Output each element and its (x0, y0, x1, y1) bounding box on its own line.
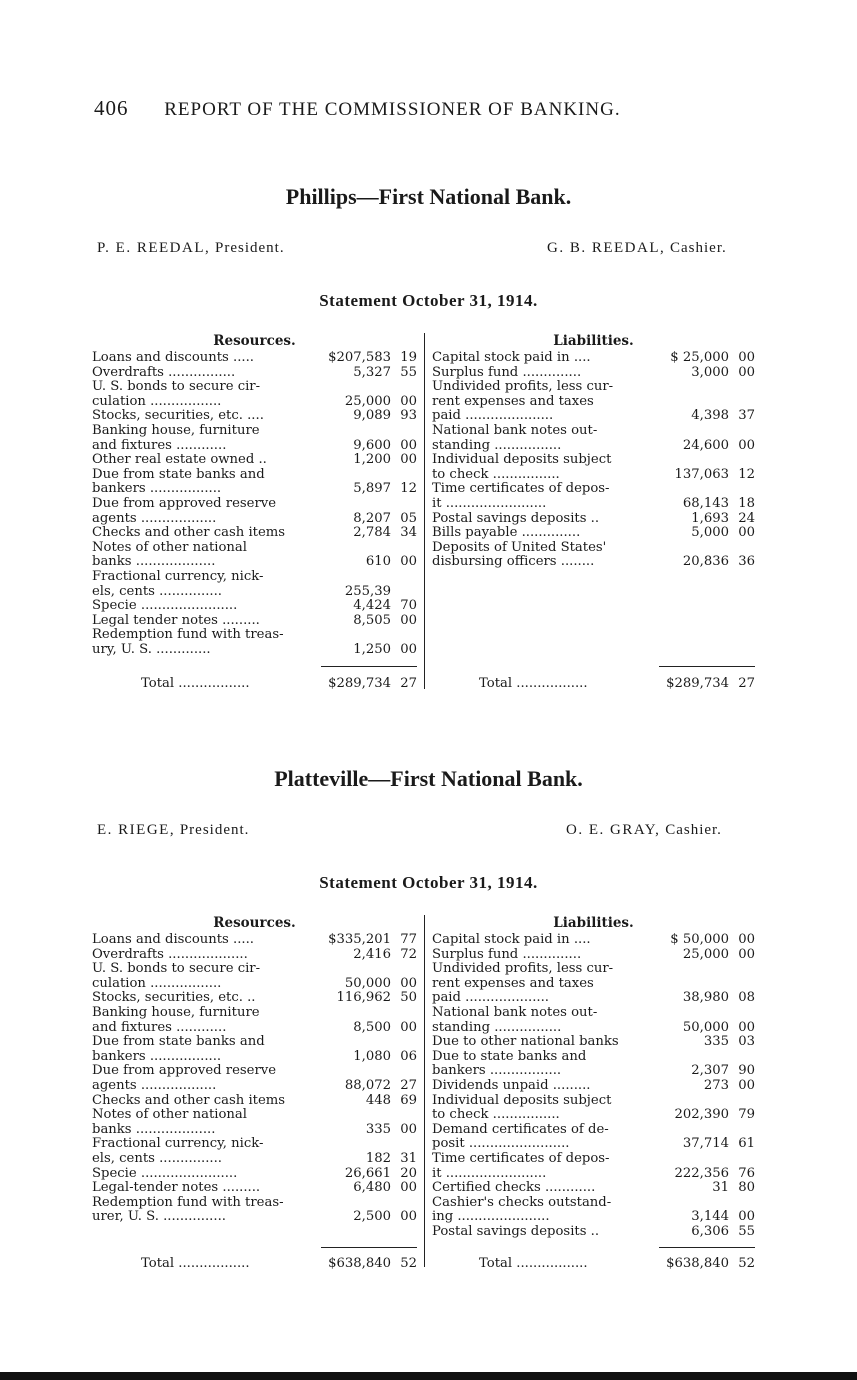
item-label: Due from approved reserve agents .................. (92, 495, 277, 526)
cashier (547, 240, 727, 257)
total-dollars: $638,840 (666, 1256, 729, 1271)
column-divider (424, 915, 425, 1267)
ledger-row (432, 512, 755, 527)
total-resources (141, 676, 417, 691)
total-rule (659, 1247, 755, 1248)
resources-list (92, 933, 417, 1225)
item-label: Legal-tender notes ......... (92, 1180, 261, 1196)
item-cents: 50 (400, 990, 417, 1006)
item-dollars: 6,480 (353, 1180, 391, 1196)
item-label: U. S. bonds to secure cir- culation ................. (92, 379, 261, 409)
item-cents: 00 (738, 350, 755, 365)
ledger-row (92, 948, 417, 963)
total-rule (321, 666, 417, 667)
item-dollars: 25,000 (682, 946, 729, 962)
item-cents: 24 (738, 510, 755, 526)
ledger-row (92, 1196, 417, 1225)
item-cents: 05 (400, 510, 417, 526)
ledger-row (432, 366, 755, 381)
ledger-row (92, 468, 417, 497)
item-dollars: 448 (365, 1092, 391, 1108)
item-label: Dividends unpaid ......... (432, 1077, 591, 1093)
ledger-row (92, 1167, 417, 1182)
item-label: Notes of other national banks ................... (92, 1107, 247, 1137)
item-dollars: 6,306 (691, 1223, 729, 1239)
president-role: President. (215, 240, 285, 256)
item-cents: 00 (400, 1019, 417, 1035)
ledger-row (432, 482, 755, 511)
item-label: National bank notes out- standing ................ (432, 1004, 598, 1035)
liabilities-list (432, 933, 755, 1239)
bank-title: Platteville—First National Bank. (274, 766, 583, 791)
item-label: Due from approved reserve agents .................. (92, 1063, 277, 1093)
item-label: Certified checks ............ (432, 1180, 596, 1196)
item-cents: 00 (400, 393, 417, 409)
item-cents: 69 (400, 1092, 417, 1108)
item-cents: 34 (400, 525, 417, 541)
item-dollars: 25,000 (344, 393, 391, 409)
resources-column (92, 333, 417, 657)
ledger-row (92, 1006, 417, 1035)
resources-heading: Resources. (213, 915, 296, 931)
ledger-row (92, 366, 417, 381)
item-label: Postal savings deposits .. (432, 510, 600, 526)
item-label: U. S. bonds to secure cir- culation ................. (92, 961, 261, 991)
ledger-row (92, 409, 417, 424)
ledger-row (432, 380, 755, 424)
item-dollars: $207,583 (328, 350, 391, 365)
item-dollars: 2,784 (353, 525, 391, 541)
item-label: Specie ....................... (92, 1165, 238, 1181)
ledger-row (432, 962, 755, 1006)
item-cents: 31 (400, 1150, 417, 1166)
ledger-row (432, 1152, 755, 1181)
item-label: Checks and other cash items (92, 525, 286, 541)
ledger-row (92, 351, 417, 366)
item-cents: 27 (400, 1077, 417, 1093)
item-dollars: 50,000 (682, 1019, 729, 1035)
item-label: Cashier's checks outstand- ing ...................... (432, 1194, 612, 1225)
item-label: Surplus fund .............. (432, 364, 582, 380)
item-dollars: 1,693 (691, 510, 729, 526)
ledger-row (432, 1079, 755, 1094)
item-dollars: 5,000 (691, 525, 729, 541)
item-dollars: 31 (712, 1180, 729, 1196)
item-dollars: $ 25,000 (670, 350, 729, 365)
president-role: President. (179, 822, 250, 838)
item-label: Surplus fund .............. (432, 946, 582, 962)
president-name: E. RIEGE, (97, 822, 176, 838)
total-dollars: $289,734 (666, 676, 729, 691)
item-cents: 00 (738, 525, 755, 541)
ledger-row (432, 453, 755, 482)
item-dollars: 4,398 (691, 408, 729, 424)
item-label: Capital stock paid in .... (432, 350, 591, 365)
cashier-role: Cashier. (670, 240, 727, 256)
ledger-row (432, 1196, 755, 1225)
item-label: Legal tender notes ......... (92, 612, 260, 628)
ledger-row (92, 497, 417, 526)
item-dollars: 255,39 (344, 583, 391, 599)
item-dollars: 2,500 (353, 1209, 391, 1225)
ledger-row (92, 1137, 417, 1166)
item-label: Time certificates of depos- it ........................ (432, 1150, 610, 1181)
item-dollars: 8,505 (353, 612, 391, 628)
ledger-row (92, 1064, 417, 1093)
item-dollars: 3,144 (691, 1209, 729, 1225)
item-dollars: 5,897 (353, 481, 391, 497)
resources-heading: Resources. (213, 333, 296, 349)
ledger-row (92, 1094, 417, 1109)
statement-date: Statement October 31, 1914. (319, 291, 538, 310)
item-cents: 12 (400, 481, 417, 497)
item-cents: 90 (738, 1063, 755, 1079)
item-dollars: 116,962 (336, 990, 391, 1006)
ledger-row (432, 351, 755, 366)
item-cents: 61 (738, 1136, 755, 1152)
total-liabilities (479, 1256, 755, 1271)
president (97, 822, 249, 839)
ledger-row (92, 933, 417, 948)
item-label: Stocks, securities, etc. .. (92, 990, 256, 1006)
ledger-row (432, 948, 755, 963)
item-label: Postal savings deposits .. (432, 1223, 600, 1239)
item-dollars: 2,416 (353, 946, 391, 962)
report-title: REPORT OF THE COMMISSIONER OF BANKING. (164, 99, 621, 120)
total-dollars: $289,734 (328, 676, 391, 691)
ledger-row (92, 991, 417, 1006)
ledger-row (432, 526, 755, 541)
total-dollars: $638,840 (328, 1256, 391, 1271)
item-label: Other real estate owned .. (92, 452, 267, 468)
page-number: 406 (94, 96, 129, 120)
ledger-row (432, 1123, 755, 1152)
item-label: National bank notes out- standing ................ (432, 422, 598, 453)
cashier-name: O. E. GRAY, (566, 822, 661, 838)
item-label: Checks and other cash items (92, 1092, 286, 1108)
item-label: Deposits of United States' disbursing officers ........ (432, 539, 607, 570)
item-cents: 93 (400, 408, 417, 424)
item-dollars: 4,424 (353, 598, 391, 614)
item-label: Due to state banks and bankers ................. (432, 1048, 587, 1079)
item-label: Loans and discounts ..... (92, 932, 254, 947)
total-cents: 27 (738, 676, 755, 691)
item-cents: 19 (400, 350, 417, 365)
item-label: Individual deposits subject to check ................ (432, 452, 612, 482)
item-cents: 55 (400, 364, 417, 380)
total-liabilities (479, 676, 755, 691)
item-dollars: 37,714 (682, 1136, 729, 1152)
ledger-row (92, 541, 417, 570)
item-dollars: 137,063 (674, 466, 729, 482)
item-dollars: 1,080 (353, 1048, 391, 1064)
item-cents: 00 (400, 975, 417, 991)
item-cents: 79 (738, 1107, 755, 1123)
ledger-row (92, 962, 417, 991)
item-label: Loans and discounts ..... (92, 350, 254, 365)
item-dollars: 26,661 (344, 1165, 391, 1181)
item-cents: 18 (738, 495, 755, 511)
item-label: Due from state banks and bankers ................. (92, 1034, 265, 1064)
item-cents: 70 (400, 598, 417, 614)
item-cents: 00 (738, 1077, 755, 1093)
item-dollars: 273 (703, 1077, 729, 1093)
item-dollars: $ 50,000 (670, 932, 729, 947)
cashier-role: Cashier. (665, 822, 722, 838)
item-dollars: 2,307 (691, 1063, 729, 1079)
item-cents: 55 (738, 1223, 755, 1239)
item-cents: 00 (738, 932, 755, 947)
item-cents: 37 (738, 408, 755, 424)
president-name: P. E. REEDAL, (97, 240, 211, 256)
item-label: Due to other national banks (432, 1034, 619, 1050)
ledger-row (432, 1181, 755, 1196)
item-cents: 00 (400, 641, 417, 657)
ledger-row (92, 614, 417, 629)
ledger-row (432, 1006, 755, 1035)
item-label: Undivided profits, less cur- rent expenses and taxes paid .................... (432, 961, 614, 1006)
item-cents: 00 (400, 1180, 417, 1196)
ledger-row (432, 933, 755, 948)
item-label: Overdrafts ................... (92, 946, 248, 962)
total-rule (659, 666, 755, 667)
item-dollars: 68,143 (682, 495, 729, 511)
item-cents: 03 (738, 1034, 755, 1050)
item-cents: 00 (738, 364, 755, 380)
item-dollars: 335 (703, 1034, 729, 1050)
item-dollars: 9,600 (353, 437, 391, 453)
liabilities-column (432, 915, 755, 1239)
ledger-row (432, 1035, 755, 1050)
ledger-row (432, 424, 755, 453)
item-cents: 00 (400, 554, 417, 570)
resources-list (92, 351, 417, 657)
item-dollars: 24,600 (682, 437, 729, 453)
item-label: Redemption fund with treas- ury, U. S. ............. (92, 627, 284, 657)
item-dollars: 8,500 (353, 1019, 391, 1035)
item-cents: 00 (738, 946, 755, 962)
item-label: Overdrafts ................ (92, 364, 236, 380)
item-dollars: 1,250 (353, 641, 391, 657)
item-dollars: 20,836 (682, 554, 729, 570)
item-dollars: 8,207 (353, 510, 391, 526)
item-dollars: 335 (365, 1121, 391, 1137)
total-rule (321, 1247, 417, 1248)
liabilities-column (432, 333, 755, 570)
item-label: Banking house, furniture and fixtures ............ (92, 422, 260, 453)
total-label: Total ................. (141, 1256, 250, 1271)
item-dollars: 202,390 (674, 1107, 729, 1123)
item-label: Undivided profits, less cur- rent expenses and taxes paid ..................... (432, 379, 614, 424)
item-label: Fractional currency, nick- els, cents ............... (92, 568, 264, 599)
item-cents: 00 (738, 1209, 755, 1225)
liabilities-list (432, 351, 755, 570)
ledger-row (92, 599, 417, 614)
ledger-row (92, 1035, 417, 1064)
item-label: Time certificates of depos- it ........................ (432, 481, 610, 511)
ledger-row (432, 1225, 755, 1240)
ledger-row (432, 1094, 755, 1123)
cashier-name: G. B. REEDAL, (547, 240, 666, 256)
total-label: Total ................. (479, 676, 588, 691)
item-cents: 00 (400, 612, 417, 628)
ledger-row (92, 453, 417, 468)
total-cents: 52 (738, 1256, 755, 1271)
item-cents: 00 (400, 452, 417, 468)
total-resources (141, 1256, 417, 1271)
liabilities-heading: Liabilities. (553, 915, 634, 931)
total-cents: 52 (400, 1256, 417, 1271)
item-cents: 08 (738, 990, 755, 1006)
item-dollars: 3,000 (691, 364, 729, 380)
item-dollars: 50,000 (344, 975, 391, 991)
ledger-row (432, 541, 755, 570)
total-label: Total ................. (479, 1256, 588, 1271)
ledger-row (92, 1181, 417, 1196)
item-dollars: 222,356 (674, 1165, 729, 1181)
item-label: Capital stock paid in .... (432, 932, 591, 947)
item-label: Due from state banks and bankers ................. (92, 466, 265, 497)
item-dollars: 1,200 (353, 452, 391, 468)
statement-date: Statement October 31, 1914. (319, 873, 538, 892)
item-cents: 00 (400, 437, 417, 453)
item-label: Specie ....................... (92, 598, 238, 614)
item-cents: 76 (738, 1165, 755, 1181)
bank-title: Phillips—First National Bank. (285, 184, 572, 209)
item-dollars: 610 (365, 554, 391, 570)
item-label: Stocks, securities, etc. .... (92, 408, 264, 424)
item-dollars: 182 (365, 1150, 391, 1166)
item-label: Fractional currency, nick- els, cents ............... (92, 1136, 264, 1166)
liabilities-heading: Liabilities. (553, 333, 634, 349)
item-label: Individual deposits subject to check ................ (432, 1092, 612, 1123)
ledger-row (92, 570, 417, 599)
item-cents: 12 (738, 466, 755, 482)
item-dollars: 88,072 (344, 1077, 391, 1093)
president (97, 240, 285, 257)
item-label: Bills payable .............. (432, 525, 581, 541)
total-cents: 27 (400, 676, 417, 691)
item-dollars: 38,980 (682, 990, 729, 1006)
cashier (566, 822, 722, 839)
total-label: Total ................. (141, 676, 250, 691)
ledger-row (92, 526, 417, 541)
item-label: Demand certificates of de- posit ........................ (432, 1121, 609, 1152)
ledger-row (92, 424, 417, 453)
item-cents: 77 (400, 932, 417, 947)
item-dollars: $335,201 (328, 932, 391, 947)
column-divider (424, 333, 425, 689)
item-cents: 00 (400, 1209, 417, 1225)
item-cents: 00 (400, 1121, 417, 1137)
item-cents: 80 (738, 1180, 755, 1196)
item-cents: 36 (738, 554, 755, 570)
item-cents: 00 (738, 437, 755, 453)
scan-edge-bar (0, 1372, 857, 1380)
ledger-row (92, 1108, 417, 1137)
item-cents: 00 (738, 1019, 755, 1035)
item-dollars: 9,089 (353, 408, 391, 424)
item-dollars: 5,327 (353, 364, 391, 380)
item-label: Notes of other national banks ................... (92, 539, 247, 570)
item-label: Banking house, furniture and fixtures ............ (92, 1004, 260, 1035)
item-cents: 06 (400, 1048, 417, 1064)
item-cents: 72 (400, 946, 417, 962)
resources-column (92, 915, 417, 1225)
item-label: Redemption fund with treas- urer, U. S. ............... (92, 1194, 284, 1225)
ledger-row (92, 628, 417, 657)
ledger-row (92, 380, 417, 409)
running-head (94, 96, 774, 121)
ledger-row (432, 1050, 755, 1079)
item-cents: 20 (400, 1165, 417, 1181)
